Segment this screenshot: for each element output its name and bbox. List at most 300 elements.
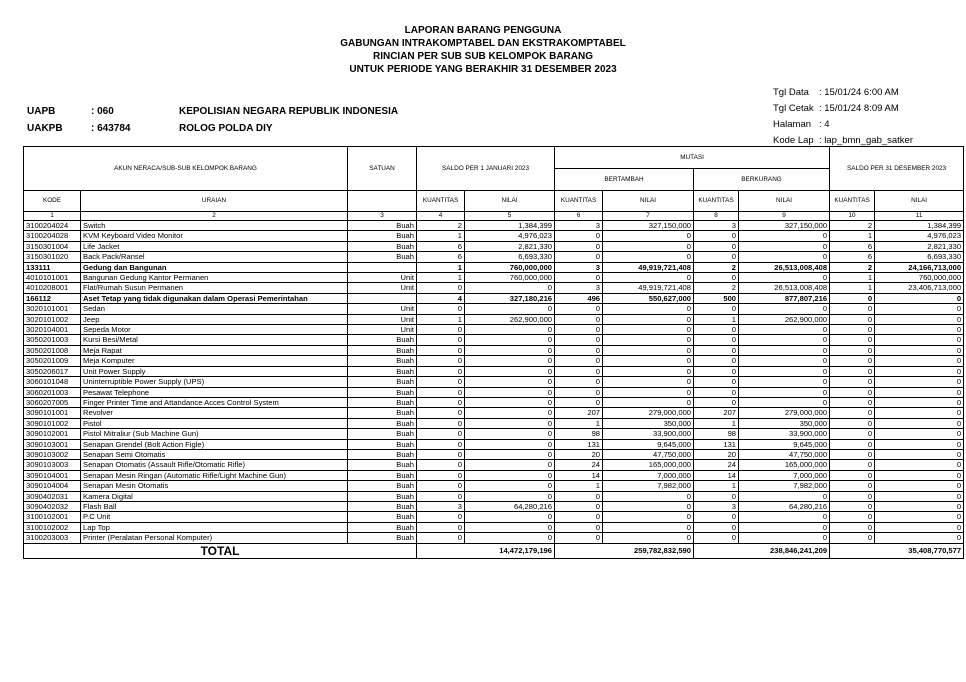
report-title-line-2: GABUNGAN INTRAKOMPTABEL DAN EKSTRAKOMPTABEL xyxy=(340,38,626,49)
col-q2-header: KUANTITAS xyxy=(555,191,603,212)
table-row xyxy=(24,283,964,293)
cell-q2: 98 xyxy=(555,429,603,439)
cell-q3: 98 xyxy=(694,429,739,439)
cell-q2: 0 xyxy=(555,231,603,241)
cell-q3: 0 xyxy=(694,252,739,262)
cell-satuan: Buah xyxy=(348,439,417,449)
total-q1 xyxy=(417,543,465,558)
cell-q3: 0 xyxy=(694,273,739,283)
table-row xyxy=(24,397,964,407)
cell-kode: 3050206017 xyxy=(24,366,81,376)
table-row xyxy=(24,470,964,480)
cell-kode: 3090102001 xyxy=(24,429,81,439)
cell-q4: 0 xyxy=(830,408,875,418)
cell-q2: 0 xyxy=(555,533,603,543)
table-row xyxy=(24,377,964,387)
cell-uraian: Meja Komputer xyxy=(81,356,348,366)
cell-satuan: Buah xyxy=(348,345,417,355)
cell-q2: 1 xyxy=(555,481,603,491)
cell-q4: 6 xyxy=(830,241,875,251)
col-number: 5 xyxy=(465,212,555,221)
cell-uraian: Flash Ball xyxy=(81,501,348,511)
cell-q3: 0 xyxy=(694,231,739,241)
cell-kode: 3150301004 xyxy=(24,241,81,251)
table-row xyxy=(24,325,964,335)
cell-q3: 131 xyxy=(694,439,739,449)
cell-q2: 131 xyxy=(555,439,603,449)
cell-n2: 0 xyxy=(603,522,694,532)
cell-q4: 0 xyxy=(830,377,875,387)
cell-satuan: Buah xyxy=(348,512,417,522)
col-n2-header: NILAI xyxy=(603,191,694,212)
cell-q1: 0 xyxy=(417,533,465,543)
cell-q2: 20 xyxy=(555,449,603,459)
cell-n1: 0 xyxy=(465,408,555,418)
cell-kode: 3090101001 xyxy=(24,408,81,418)
report-meta xyxy=(773,85,913,149)
cell-q2: 0 xyxy=(555,345,603,355)
cell-q2: 0 xyxy=(555,522,603,532)
cell-n3: 33,900,000 xyxy=(739,429,830,439)
cell-n4: 0 xyxy=(875,293,964,303)
cell-n4: 0 xyxy=(875,460,964,470)
cell-n3: 0 xyxy=(739,241,830,251)
cell-n2: 350,000 xyxy=(603,418,694,428)
cell-n2: 0 xyxy=(603,231,694,241)
table-row xyxy=(24,439,964,449)
cell-kode: 3100204028 xyxy=(24,231,81,241)
cell-n2: 0 xyxy=(603,366,694,376)
cell-q1: 0 xyxy=(417,449,465,459)
cell-q3: 500 xyxy=(694,293,739,303)
cell-q2: 0 xyxy=(555,512,603,522)
cell-n3: 0 xyxy=(739,397,830,407)
cell-n4: 0 xyxy=(875,377,964,387)
cell-kode: 3060207005 xyxy=(24,397,81,407)
cell-kode: 3060201003 xyxy=(24,387,81,397)
table-row xyxy=(24,304,964,314)
cell-q2: 207 xyxy=(555,408,603,418)
cell-kode: 3020101002 xyxy=(24,314,81,324)
cell-q2: 0 xyxy=(555,387,603,397)
col-number: 2 xyxy=(81,212,348,221)
cell-q4: 0 xyxy=(830,314,875,324)
halaman-value: : 4 xyxy=(819,119,830,130)
cell-q4: 0 xyxy=(830,533,875,543)
cell-q1: 0 xyxy=(417,387,465,397)
cell-n3: 0 xyxy=(739,252,830,262)
table-row xyxy=(24,366,964,376)
cell-kode: 3100102002 xyxy=(24,522,81,532)
cell-q1: 0 xyxy=(417,429,465,439)
col-satuan-header: SATUAN xyxy=(348,147,417,191)
cell-n2: 0 xyxy=(603,241,694,251)
table-row xyxy=(24,460,964,470)
tgl-cetak-label: Tgl Cetak xyxy=(773,103,814,114)
col-n1-header: NILAI xyxy=(465,191,555,212)
cell-uraian: Flat/Rumah Susun Permanen xyxy=(81,283,348,293)
col-q1-header: KUANTITAS xyxy=(417,191,465,212)
cell-n1: 0 xyxy=(465,449,555,459)
col-number: 10 xyxy=(830,212,875,221)
report-table xyxy=(23,146,964,559)
cell-n2: 0 xyxy=(603,345,694,355)
cell-n1: 2,821,330 xyxy=(465,241,555,251)
cell-kode: 3150301020 xyxy=(24,252,81,262)
cell-n1: 0 xyxy=(465,533,555,543)
cell-n4: 0 xyxy=(875,356,964,366)
cell-kode: 166112 xyxy=(24,293,81,303)
cell-uraian: Uninterruptible Power Supply (UPS) xyxy=(81,377,348,387)
cell-q3: 0 xyxy=(694,335,739,345)
report-title-block xyxy=(0,24,966,76)
cell-n1: 0 xyxy=(465,387,555,397)
cell-n3: 279,000,000 xyxy=(739,408,830,418)
cell-n2: 279,000,000 xyxy=(603,408,694,418)
col-bertambah-header: BERTAMBAH xyxy=(555,169,694,191)
cell-q4: 0 xyxy=(830,397,875,407)
col-mutasi-header: MUTASI xyxy=(555,147,830,169)
cell-uraian: Life Jacket xyxy=(81,241,348,251)
cell-q2: 0 xyxy=(555,377,603,387)
cell-uraian: Aset Tetap yang tidak digunakan dalam Operasi Pemerintahan xyxy=(81,293,348,303)
total-label: TOTAL xyxy=(24,543,417,558)
cell-n4: 4,976,023 xyxy=(875,231,964,241)
cell-n1: 0 xyxy=(465,335,555,345)
cell-satuan: Buah xyxy=(348,449,417,459)
cell-satuan: Buah xyxy=(348,533,417,543)
cell-satuan xyxy=(348,293,417,303)
cell-n2: 0 xyxy=(603,325,694,335)
cell-n4: 0 xyxy=(875,439,964,449)
kode-lap-value: : lap_bmn_gab_satker xyxy=(819,135,914,146)
cell-q4: 0 xyxy=(830,304,875,314)
cell-n1: 1,384,399 xyxy=(465,221,555,231)
cell-satuan: Buah xyxy=(348,252,417,262)
cell-satuan: Buah xyxy=(348,221,417,231)
cell-q1: 1 xyxy=(417,231,465,241)
halaman-row xyxy=(773,117,913,133)
cell-n1: 0 xyxy=(465,283,555,293)
cell-n2: 9,645,000 xyxy=(603,439,694,449)
cell-q2: 0 xyxy=(555,335,603,345)
table-row xyxy=(24,273,964,283)
cell-n1: 0 xyxy=(465,345,555,355)
cell-n3: 877,807,216 xyxy=(739,293,830,303)
cell-n4: 24,166,713,000 xyxy=(875,262,964,272)
total-n1: 14,472,179,196 xyxy=(465,543,555,558)
cell-kode: 3050201009 xyxy=(24,356,81,366)
table-row xyxy=(24,429,964,439)
cell-kode: 4010208001 xyxy=(24,283,81,293)
cell-n2: 0 xyxy=(603,512,694,522)
cell-n2: 0 xyxy=(603,387,694,397)
cell-q3: 0 xyxy=(694,512,739,522)
cell-q3: 1 xyxy=(694,481,739,491)
col-saldo-akhir-header: SALDO PER 31 DESEMBER 2023 xyxy=(830,147,964,191)
cell-n4: 0 xyxy=(875,429,964,439)
cell-q2: 0 xyxy=(555,397,603,407)
cell-satuan: Buah xyxy=(348,377,417,387)
col-number: 3 xyxy=(348,212,417,221)
cell-q3: 0 xyxy=(694,366,739,376)
col-q4-header: KUANTITAS xyxy=(830,191,875,212)
table-row xyxy=(24,387,964,397)
uapb-row xyxy=(27,103,398,120)
total-q2 xyxy=(555,543,603,558)
cell-uraian: Senapan Grendel (Bolt Action Figle) xyxy=(81,439,348,449)
cell-q1: 2 xyxy=(417,221,465,231)
unit-info xyxy=(27,103,398,137)
cell-q2: 3 xyxy=(555,221,603,231)
cell-q4: 0 xyxy=(830,335,875,345)
cell-n4: 0 xyxy=(875,325,964,335)
cell-q2: 496 xyxy=(555,293,603,303)
cell-satuan: Unit xyxy=(348,273,417,283)
cell-uraian: Back Pack/Ransel xyxy=(81,252,348,262)
cell-q1: 1 xyxy=(417,273,465,283)
table-row xyxy=(24,449,964,459)
table-row xyxy=(24,512,964,522)
cell-q3: 24 xyxy=(694,460,739,470)
total-n4: 35,408,770,577 xyxy=(875,543,964,558)
cell-q1: 4 xyxy=(417,293,465,303)
cell-n4: 760,000,000 xyxy=(875,273,964,283)
cell-q3: 0 xyxy=(694,304,739,314)
cell-kode: 3090104004 xyxy=(24,481,81,491)
cell-uraian: Senapan Mesin Ringan (Automatic Rifle/Light Machine Gun) xyxy=(81,470,348,480)
cell-n3: 0 xyxy=(739,325,830,335)
uakpb-name: ROLOG POLDA DIY xyxy=(179,123,273,134)
cell-q1: 0 xyxy=(417,283,465,293)
cell-uraian: Gedung dan Bangunan xyxy=(81,262,348,272)
group-row xyxy=(24,293,964,303)
cell-uraian: Meja Rapat xyxy=(81,345,348,355)
cell-uraian: Sepeda Motor xyxy=(81,325,348,335)
table-row xyxy=(24,335,964,345)
uakpb-code: : 643784 xyxy=(91,123,131,134)
cell-n3: 0 xyxy=(739,522,830,532)
col-number: 6 xyxy=(555,212,603,221)
cell-n2: 0 xyxy=(603,377,694,387)
table-row xyxy=(24,408,964,418)
cell-q4: 0 xyxy=(830,439,875,449)
halaman-label: Halaman xyxy=(773,119,812,130)
cell-q3: 0 xyxy=(694,491,739,501)
cell-q4: 0 xyxy=(830,512,875,522)
cell-q4: 0 xyxy=(830,460,875,470)
col-q3-header: KUANTITAS xyxy=(694,191,739,212)
cell-n4: 0 xyxy=(875,522,964,532)
cell-kode: 3090104001 xyxy=(24,470,81,480)
cell-n4: 1,384,399 xyxy=(875,221,964,231)
table-row xyxy=(24,533,964,543)
cell-n2: 0 xyxy=(603,397,694,407)
col-akun-header: AKUN NERACA/SUB-SUB KELOMPOK BARANG xyxy=(24,147,348,191)
cell-n1: 760,000,000 xyxy=(465,273,555,283)
cell-uraian: Senapan Mesin Otomatis xyxy=(81,481,348,491)
cell-n1: 0 xyxy=(465,460,555,470)
cell-n4: 0 xyxy=(875,387,964,397)
cell-n3: 47,750,000 xyxy=(739,449,830,459)
cell-uraian: Bangunan Gedung Kantor Permanen xyxy=(81,273,348,283)
cell-kode: 3100203003 xyxy=(24,533,81,543)
cell-satuan: Buah xyxy=(348,397,417,407)
cell-satuan: Buah xyxy=(348,366,417,376)
cell-n2: 0 xyxy=(603,491,694,501)
cell-n4: 0 xyxy=(875,501,964,511)
cell-q1: 0 xyxy=(417,366,465,376)
cell-q1: 0 xyxy=(417,439,465,449)
cell-kode: 3050201008 xyxy=(24,345,81,355)
cell-n1: 0 xyxy=(465,397,555,407)
table-row xyxy=(24,501,964,511)
cell-n3: 0 xyxy=(739,335,830,345)
cell-q3: 207 xyxy=(694,408,739,418)
cell-q4: 1 xyxy=(830,273,875,283)
cell-q2: 24 xyxy=(555,460,603,470)
cell-satuan: Buah xyxy=(348,241,417,251)
cell-uraian: Finger Printer Time and Attandance Acces Control System xyxy=(81,397,348,407)
cell-satuan: Buah xyxy=(348,408,417,418)
cell-n3: 0 xyxy=(739,377,830,387)
table-row xyxy=(24,418,964,428)
uapb-code: : 060 xyxy=(91,106,114,117)
cell-q3: 0 xyxy=(694,325,739,335)
col-number: 1 xyxy=(24,212,81,221)
cell-n4: 23,406,713,000 xyxy=(875,283,964,293)
cell-q1: 6 xyxy=(417,241,465,251)
cell-kode: 3100204024 xyxy=(24,221,81,231)
cell-n3: 7,000,000 xyxy=(739,470,830,480)
col-number: 8 xyxy=(694,212,739,221)
cell-kode: 3090103003 xyxy=(24,460,81,470)
cell-q2: 3 xyxy=(555,262,603,272)
cell-kode: 3090402032 xyxy=(24,501,81,511)
cell-kode: 3090103001 xyxy=(24,439,81,449)
table-row xyxy=(24,252,964,262)
cell-uraian: Revolver xyxy=(81,408,348,418)
cell-n4: 6,693,330 xyxy=(875,252,964,262)
cell-satuan: Buah xyxy=(348,501,417,511)
cell-n3: 64,280,216 xyxy=(739,501,830,511)
cell-q2: 0 xyxy=(555,304,603,314)
cell-n1: 64,280,216 xyxy=(465,501,555,511)
cell-satuan: Unit xyxy=(348,283,417,293)
cell-q2: 0 xyxy=(555,356,603,366)
cell-kode: 3090103002 xyxy=(24,449,81,459)
cell-q4: 0 xyxy=(830,387,875,397)
cell-n3: 0 xyxy=(739,366,830,376)
cell-uraian: P.C Unit xyxy=(81,512,348,522)
cell-n2: 0 xyxy=(603,273,694,283)
cell-satuan: Buah xyxy=(348,356,417,366)
cell-n2: 47,750,000 xyxy=(603,449,694,459)
cell-q2: 0 xyxy=(555,252,603,262)
cell-satuan: Unit xyxy=(348,314,417,324)
cell-uraian: Kursi Besi/Metal xyxy=(81,335,348,345)
cell-n4: 0 xyxy=(875,533,964,543)
total-n3: 238,846,241,209 xyxy=(739,543,830,558)
uakpb-label: UAKPB xyxy=(27,123,63,134)
cell-q3: 20 xyxy=(694,449,739,459)
cell-q3: 3 xyxy=(694,501,739,511)
cell-n2: 0 xyxy=(603,304,694,314)
cell-n1: 0 xyxy=(465,366,555,376)
header-row-1 xyxy=(24,147,964,169)
cell-q3: 0 xyxy=(694,356,739,366)
cell-q4: 1 xyxy=(830,231,875,241)
cell-q2: 0 xyxy=(555,241,603,251)
cell-n3: 0 xyxy=(739,491,830,501)
cell-n1: 0 xyxy=(465,522,555,532)
cell-q1: 0 xyxy=(417,325,465,335)
cell-n1: 0 xyxy=(465,325,555,335)
cell-kode: 3100102001 xyxy=(24,512,81,522)
cell-n4: 0 xyxy=(875,481,964,491)
cell-n1: 327,180,216 xyxy=(465,293,555,303)
cell-q4: 0 xyxy=(830,449,875,459)
header-row-3 xyxy=(24,191,964,212)
cell-uraian: Printer (Peralatan Personal Komputer) xyxy=(81,533,348,543)
cell-n2: 0 xyxy=(603,533,694,543)
cell-q3: 0 xyxy=(694,345,739,355)
table-row xyxy=(24,356,964,366)
cell-q4: 6 xyxy=(830,252,875,262)
cell-n1: 0 xyxy=(465,418,555,428)
cell-n2: 0 xyxy=(603,335,694,345)
cell-n2: 0 xyxy=(603,356,694,366)
cell-n4: 0 xyxy=(875,304,964,314)
tgl-data-row xyxy=(773,85,913,101)
cell-n3: 0 xyxy=(739,231,830,241)
cell-satuan: Unit xyxy=(348,304,417,314)
col-number: 9 xyxy=(739,212,830,221)
report-title-line-1: LAPORAN BARANG PENGGUNA xyxy=(404,25,562,36)
col-satuan-sub-header xyxy=(348,191,417,212)
cell-kode: 3090101002 xyxy=(24,418,81,428)
cell-q2: 0 xyxy=(555,314,603,324)
cell-n4: 0 xyxy=(875,345,964,355)
total-q4 xyxy=(830,543,875,558)
cell-n3: 350,000 xyxy=(739,418,830,428)
cell-q4: 0 xyxy=(830,491,875,501)
cell-n2: 49,919,721,408 xyxy=(603,283,694,293)
cell-n2: 7,000,000 xyxy=(603,470,694,480)
cell-n2: 7,982,000 xyxy=(603,481,694,491)
tgl-cetak-value: : 15/01/24 8:09 AM xyxy=(819,103,899,114)
table-row xyxy=(24,491,964,501)
cell-q2: 0 xyxy=(555,491,603,501)
cell-satuan: Buah xyxy=(348,418,417,428)
cell-uraian: Sedan xyxy=(81,304,348,314)
table-row xyxy=(24,481,964,491)
cell-n2: 0 xyxy=(603,252,694,262)
group-row xyxy=(24,262,964,272)
cell-q3: 0 xyxy=(694,397,739,407)
cell-q1: 0 xyxy=(417,460,465,470)
cell-q3: 0 xyxy=(694,387,739,397)
table-row xyxy=(24,314,964,324)
cell-n1: 0 xyxy=(465,439,555,449)
cell-q3: 3 xyxy=(694,221,739,231)
cell-uraian: Senapan Otomatis (Assault Rifle/Otomatic Rifle) xyxy=(81,460,348,470)
cell-n1: 0 xyxy=(465,512,555,522)
cell-kode: 3020104001 xyxy=(24,325,81,335)
cell-n1: 4,976,023 xyxy=(465,231,555,241)
cell-q1: 6 xyxy=(417,252,465,262)
cell-q4: 0 xyxy=(830,481,875,491)
